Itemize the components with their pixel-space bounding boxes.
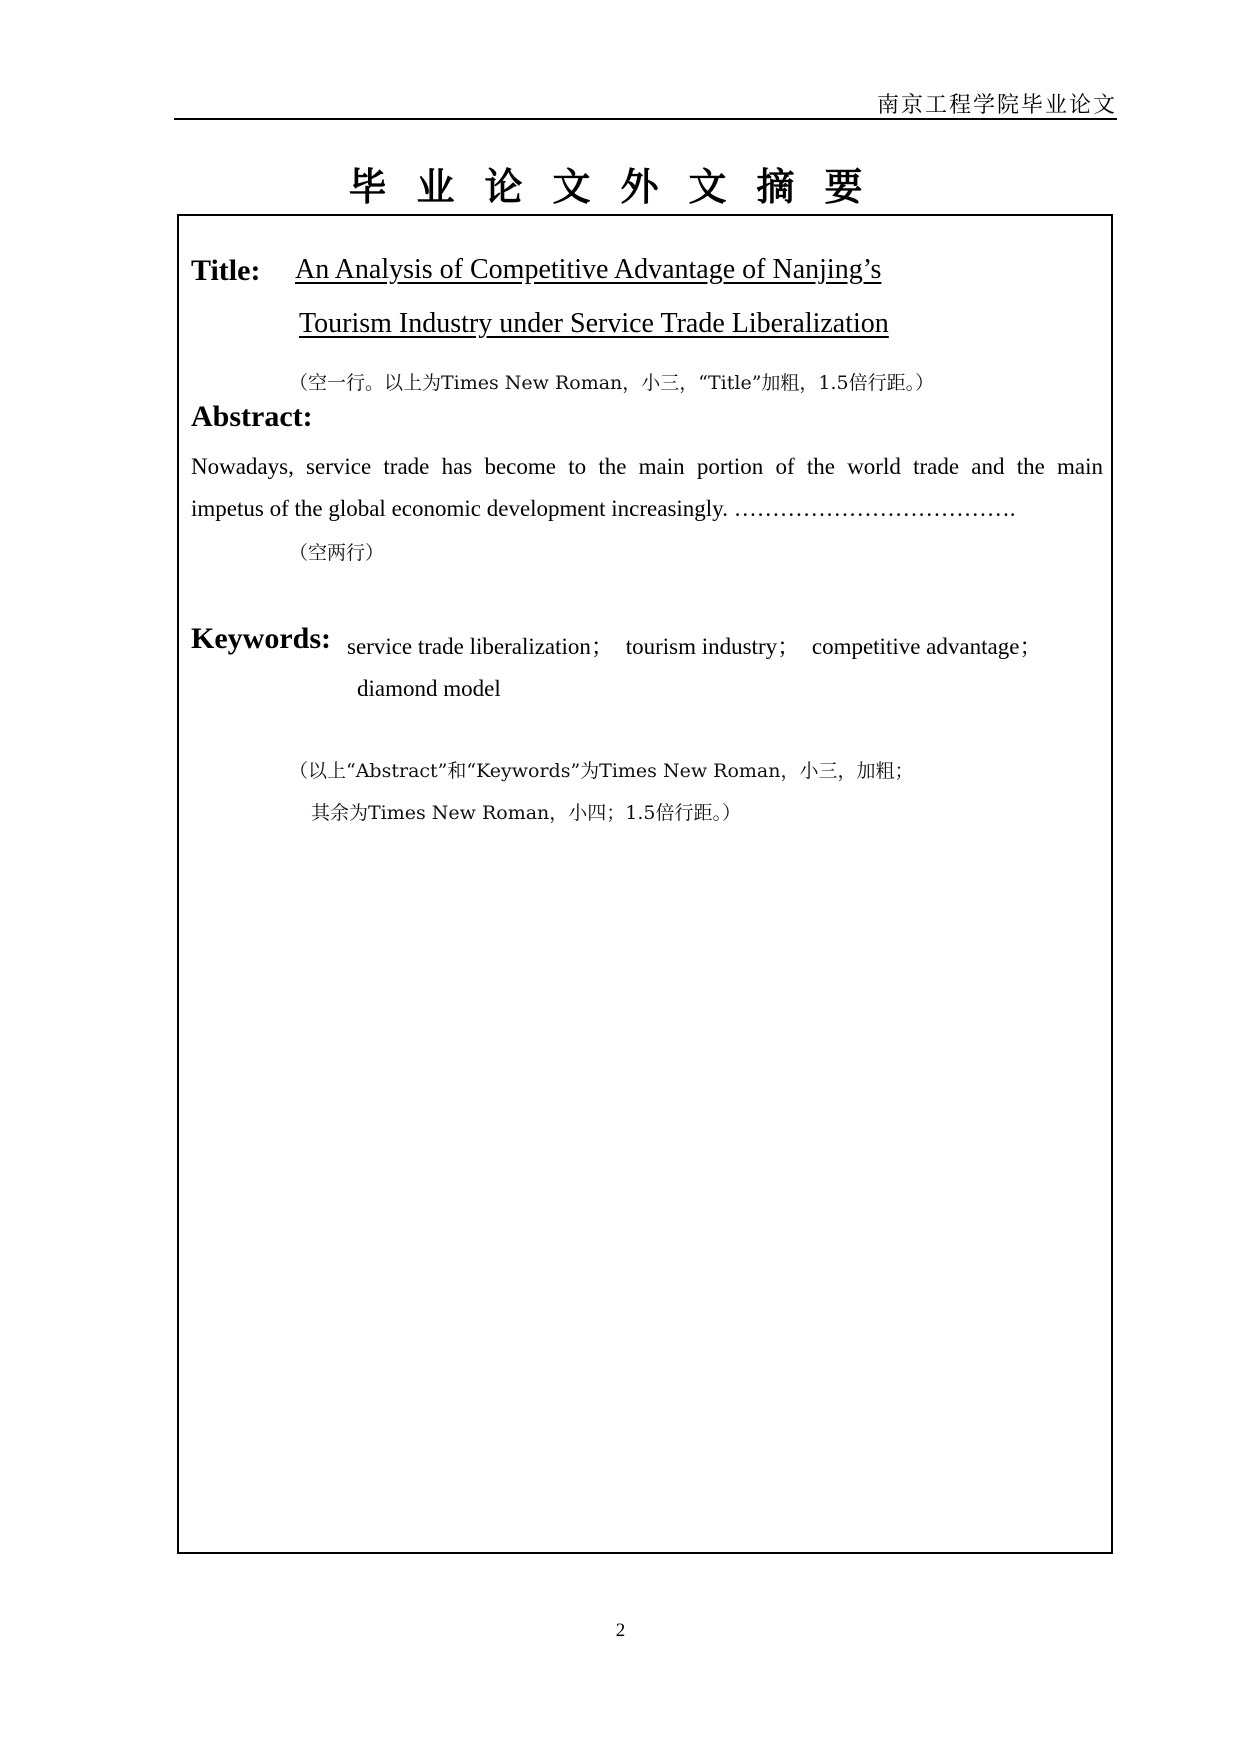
abstract-body-line-1: Nowadays, service trade has become to the main portion of the world trade and the main	[191, 454, 1103, 479]
keyword-item: diamond model	[357, 676, 501, 701]
format-note-line-1: （以上“Abstract”和“Keywords”为Times New Roman，小三，加粗；	[289, 760, 914, 782]
blank-lines-note: （空两行）	[289, 542, 385, 564]
title-label: Title:	[191, 254, 261, 287]
keywords-line-2	[357, 676, 501, 702]
header-rule	[174, 118, 1117, 120]
abstract-body	[191, 446, 1103, 530]
keywords-line-1	[347, 628, 1048, 661]
header-school-title: 南京工程学院毕业论文	[876, 93, 1117, 118]
page-number: 2	[615, 1620, 626, 1641]
abstract-label: Abstract:	[191, 400, 313, 433]
keywords-label: Keywords:	[191, 622, 331, 655]
keyword-item: service trade liberalization；	[347, 634, 614, 659]
format-note-line-2: 其余为Times New Roman，小四；1.5倍行距。）	[311, 802, 742, 824]
keyword-item: competitive advantage；	[811, 634, 1043, 659]
title-line-2: Tourism Industry under Service Trade Liberalization	[299, 308, 889, 339]
abstract-body-line-2: impetus of the global economic development increasingly. ……………………………….	[191, 496, 1016, 521]
title-format-note: （空一行。以上为Times New Roman，小三，“Title”加粗，1.5倍行距。）	[289, 372, 935, 394]
keyword-item: tourism industry；	[625, 634, 801, 659]
title-line-1: An Analysis of Competitive Advantage of Nanjing’s	[295, 254, 882, 285]
page-heading: 毕业论文外文摘要	[348, 164, 893, 209]
abstract-frame	[177, 214, 1113, 1554]
